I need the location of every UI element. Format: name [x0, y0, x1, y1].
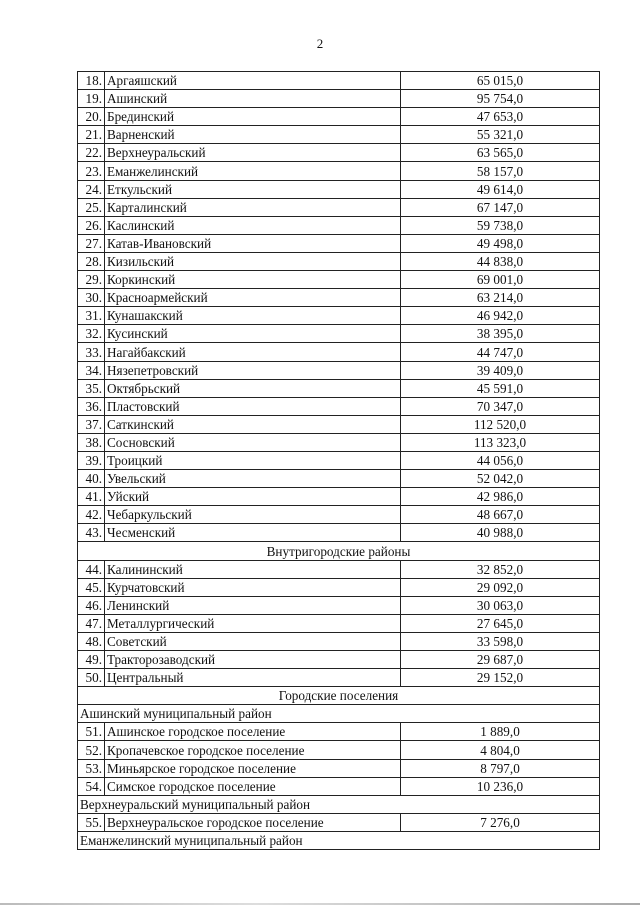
- municipality-header-row: [78, 705, 600, 723]
- district-name: Аргаяшский: [105, 72, 401, 90]
- table-row: [78, 252, 600, 270]
- row-number: 28.: [78, 252, 105, 270]
- amount-value: 4 804,0: [401, 741, 600, 759]
- section-header-row: [78, 687, 600, 705]
- district-name: Кропачевское городское поселение: [105, 741, 401, 759]
- amount-value: 112 520,0: [401, 415, 600, 433]
- district-name: Центральный: [105, 669, 401, 687]
- row-number: 26.: [78, 216, 105, 234]
- table-row: [78, 397, 600, 415]
- row-number: 23.: [78, 162, 105, 180]
- amount-value: 30 063,0: [401, 596, 600, 614]
- row-number: 40.: [78, 470, 105, 488]
- district-name: Нагайбакский: [105, 343, 401, 361]
- district-name: Уйский: [105, 488, 401, 506]
- amount-value: 49 614,0: [401, 180, 600, 198]
- table-row: [78, 180, 600, 198]
- table-row: [78, 234, 600, 252]
- table-row: [78, 669, 600, 687]
- table-row: [78, 343, 600, 361]
- row-number: 34.: [78, 361, 105, 379]
- row-number: 55.: [78, 813, 105, 831]
- amount-value: 46 942,0: [401, 307, 600, 325]
- table-row: [78, 470, 600, 488]
- table-row: [78, 379, 600, 397]
- amount-value: 49 498,0: [401, 234, 600, 252]
- row-number: 42.: [78, 506, 105, 524]
- table-row: [78, 488, 600, 506]
- amount-value: 45 591,0: [401, 379, 600, 397]
- district-name: Симское городское поселение: [105, 777, 401, 795]
- row-number: 24.: [78, 180, 105, 198]
- amount-value: 67 147,0: [401, 198, 600, 216]
- row-number: 46.: [78, 596, 105, 614]
- table-row: [78, 451, 600, 469]
- table-row: [78, 415, 600, 433]
- municipality-header-row: [78, 831, 600, 849]
- row-number: 51.: [78, 723, 105, 741]
- row-number: 32.: [78, 325, 105, 343]
- municipality-header-row: [78, 795, 600, 813]
- amount-value: 44 747,0: [401, 343, 600, 361]
- district-name: Коркинский: [105, 271, 401, 289]
- district-name: Саткинский: [105, 415, 401, 433]
- table-row: [78, 723, 600, 741]
- row-number: 39.: [78, 451, 105, 469]
- table-row: [78, 307, 600, 325]
- district-name: Карталинский: [105, 198, 401, 216]
- district-name: Кусинский: [105, 325, 401, 343]
- amount-value: 52 042,0: [401, 470, 600, 488]
- district-name: Сосновский: [105, 433, 401, 451]
- table-row: [78, 162, 600, 180]
- row-number: 36.: [78, 397, 105, 415]
- row-number: 33.: [78, 343, 105, 361]
- district-name: Брединский: [105, 108, 401, 126]
- table-row: [78, 741, 600, 759]
- row-number: 18.: [78, 72, 105, 90]
- table-row: [78, 325, 600, 343]
- amount-value: 10 236,0: [401, 777, 600, 795]
- table-row: [78, 108, 600, 126]
- amount-value: 47 653,0: [401, 108, 600, 126]
- amount-value: 95 754,0: [401, 90, 600, 108]
- amount-value: 58 157,0: [401, 162, 600, 180]
- row-number: 41.: [78, 488, 105, 506]
- table-row: [78, 198, 600, 216]
- table-row: [78, 759, 600, 777]
- table-row: [78, 361, 600, 379]
- table-row: [78, 614, 600, 632]
- page-number: 2: [316, 36, 324, 51]
- municipality-title: Ашинский муниципальный район: [78, 705, 600, 723]
- district-name: Верхнеуральское городское поселение: [105, 813, 401, 831]
- municipality-title: Еманжелинский муниципальный район: [78, 831, 600, 849]
- district-name: Варненский: [105, 126, 401, 144]
- district-name: Пластовский: [105, 397, 401, 415]
- amount-value: 7 276,0: [401, 813, 600, 831]
- district-name: Увельский: [105, 470, 401, 488]
- amount-value: 40 988,0: [401, 524, 600, 542]
- amount-value: 65 015,0: [401, 72, 600, 90]
- amount-value: 44 056,0: [401, 451, 600, 469]
- table-row: [78, 632, 600, 650]
- table-row: [78, 651, 600, 669]
- row-number: 49.: [78, 651, 105, 669]
- amount-value: 33 598,0: [401, 632, 600, 650]
- table-row: [78, 216, 600, 234]
- section-title: Внутригородские районы: [78, 542, 600, 560]
- amount-value: 39 409,0: [401, 361, 600, 379]
- amount-value: 29 152,0: [401, 669, 600, 687]
- district-name: Советский: [105, 632, 401, 650]
- district-name: Кунашакский: [105, 307, 401, 325]
- row-number: 48.: [78, 632, 105, 650]
- table-row: [78, 506, 600, 524]
- district-name: Ашинское городское поселение: [105, 723, 401, 741]
- section-title: Городские поселения: [78, 687, 600, 705]
- district-name: Октябрьский: [105, 379, 401, 397]
- table-row: [78, 90, 600, 108]
- amount-value: 113 323,0: [401, 433, 600, 451]
- section-header-row: [78, 542, 600, 560]
- row-number: 50.: [78, 669, 105, 687]
- district-name: Металлургический: [105, 614, 401, 632]
- row-number: 30.: [78, 289, 105, 307]
- row-number: 31.: [78, 307, 105, 325]
- table-row: [78, 126, 600, 144]
- amount-value: 1 889,0: [401, 723, 600, 741]
- district-name: Ленинский: [105, 596, 401, 614]
- district-name: Чебаркульский: [105, 506, 401, 524]
- amount-value: 59 738,0: [401, 216, 600, 234]
- district-name: Чесменский: [105, 524, 401, 542]
- amount-value: 27 645,0: [401, 614, 600, 632]
- row-number: 53.: [78, 759, 105, 777]
- table-row: [78, 560, 600, 578]
- amount-value: 38 395,0: [401, 325, 600, 343]
- district-name: Тракторозаводский: [105, 651, 401, 669]
- table-row: [78, 578, 600, 596]
- row-number: 52.: [78, 741, 105, 759]
- amount-value: 44 838,0: [401, 252, 600, 270]
- row-number: 22.: [78, 144, 105, 162]
- district-name: Катав-Ивановский: [105, 234, 401, 252]
- district-name: Верхнеуральский: [105, 144, 401, 162]
- amount-value: 29 687,0: [401, 651, 600, 669]
- row-number: 38.: [78, 433, 105, 451]
- district-name: Троицкий: [105, 451, 401, 469]
- row-number: 27.: [78, 234, 105, 252]
- district-name: Ашинский: [105, 90, 401, 108]
- amount-value: 70 347,0: [401, 397, 600, 415]
- row-number: 19.: [78, 90, 105, 108]
- district-name: Еманжелинский: [105, 162, 401, 180]
- district-name: Каслинский: [105, 216, 401, 234]
- row-number: 47.: [78, 614, 105, 632]
- row-number: 43.: [78, 524, 105, 542]
- table-row: [78, 596, 600, 614]
- row-number: 54.: [78, 777, 105, 795]
- row-number: 21.: [78, 126, 105, 144]
- table-row: [78, 433, 600, 451]
- row-number: 44.: [78, 560, 105, 578]
- amount-value: 8 797,0: [401, 759, 600, 777]
- district-name: Миньярское городское поселение: [105, 759, 401, 777]
- amount-value: 63 565,0: [401, 144, 600, 162]
- municipality-title: Верхнеуральский муниципальный район: [78, 795, 600, 813]
- district-name: Калининский: [105, 560, 401, 578]
- amount-value: 48 667,0: [401, 506, 600, 524]
- table-row: [78, 524, 600, 542]
- district-name: Еткульский: [105, 180, 401, 198]
- district-name: Красноармейский: [105, 289, 401, 307]
- row-number: 25.: [78, 198, 105, 216]
- amount-value: 69 001,0: [401, 271, 600, 289]
- amount-value: 63 214,0: [401, 289, 600, 307]
- district-name: Нязепетровский: [105, 361, 401, 379]
- row-number: 35.: [78, 379, 105, 397]
- amount-value: 55 321,0: [401, 126, 600, 144]
- row-number: 37.: [78, 415, 105, 433]
- amount-value: 32 852,0: [401, 560, 600, 578]
- district-name: Кизильский: [105, 252, 401, 270]
- district-name: Курчатовский: [105, 578, 401, 596]
- table-row: [78, 144, 600, 162]
- row-number: 45.: [78, 578, 105, 596]
- allocation-table: [77, 71, 600, 850]
- row-number: 20.: [78, 108, 105, 126]
- amount-value: 29 092,0: [401, 578, 600, 596]
- table-row: [78, 72, 600, 90]
- amount-value: 42 986,0: [401, 488, 600, 506]
- table-row: [78, 271, 600, 289]
- table-row: [78, 813, 600, 831]
- table-row: [78, 777, 600, 795]
- table-body: [78, 72, 600, 850]
- row-number: 29.: [78, 271, 105, 289]
- table-row: [78, 289, 600, 307]
